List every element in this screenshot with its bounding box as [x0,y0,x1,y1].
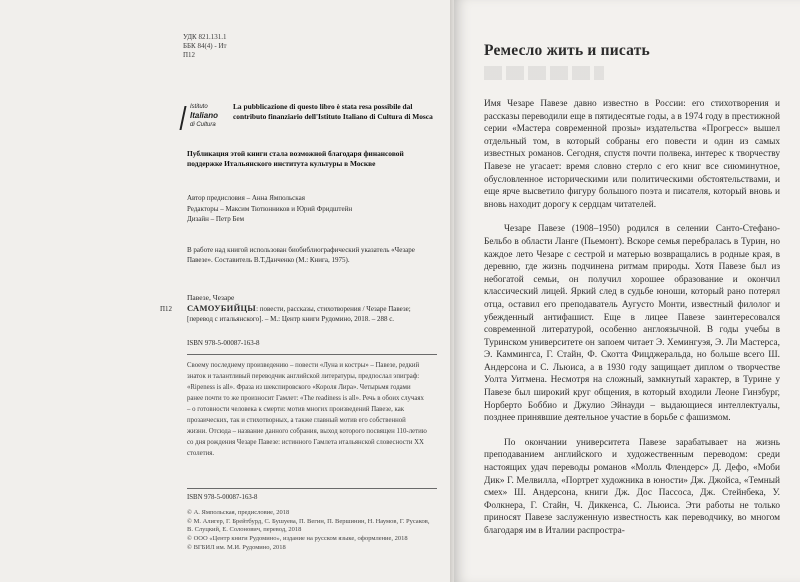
bbk-code: ББК 84(4) - Ит [183,42,227,50]
book-title: САМОУБИЙЦЫ [187,303,257,313]
paragraph-3: По окончании университета Павезе зарабатывает на жизнь преподаванием английского и художественным переводом: среди настоящих удач переводы романов «Молль Флендерс» Д. Дефо, «Моби Дик» Г. Мелвилла, «Портрет художника в юности» Дж. Джойса, «Темный смех» Ш. Андерсона, книги Дж. Дос Пассоса, Дж. Стейнбека, У. Фолкнера, Г. Стайн, Ч. Диккенса, С. Льюиса. Эти работы не только приносят Павезе заслуженную известность как переводчику, во многом благодаря им в Италии распростра- [484,437,780,536]
show-through-text [484,66,604,80]
logo-line-1: Istituto [190,104,208,110]
author-heading: Павезе, Чезаре [187,293,235,302]
catalog-codes [183,33,227,60]
copyright-library: © ВГБИЛ им. М.И. Рудомино, 2018 [187,543,286,551]
catalog-code-margin: П12 [160,305,173,313]
credit-editors: Редакторы – Максим Тютюнников и Юрий Фридштейн [187,204,353,213]
annotation: Своему последнему произведению – повести «Луна и костры» – Павезе, редкий знаток и талантливый переводчик английской литературы, предпослал эпиграф: «Ripeness is all». Фраза из шекспировского «Короля Лира». Четырьмя годами ранее почти то же произносит Гамлет: «The readiness is all». Речь в обоих случаях – о готовности человека к смерти: мотив многих произведений Павезе, как прозаических, так и стихотворных, а также главный мотив его собственной жизни. Отсюда – название данного собрания, выход которого посвящен 110-летию со дня рождения Чезаре Павезе: истинного Гамлета итальянской словесности XX столетия. [187,362,427,457]
paragraph-1: Имя Чезаре Павезе давно известно в России: его стихотворения и рассказы переводили еще в пятидесятые годы, а в 1974 году в престижной серии «Мастера современной прозы» издательства «Прогресс» вышел отдельный том, в который собраны его повести и один из самых известных романов. Сегодня, спустя почти полвека, интерес к творчеству Павезе не угасает: время словно стерло с его книг все сиюминутное, обусловленное историческими или политическими обстоятельствами, и еще ярче высветило фигуру большого поэта и писателя, который вновь и вновь находит дорогу к сердцам читателей. [484,99,780,210]
credits [187,193,352,225]
chapter-body [484,98,780,538]
copyright-publisher: © ООО «Центр книги Рудомино», издание на русском языке, оформление, 2018 [187,535,408,543]
logo-line-2: Italiano [190,111,219,120]
udk-code: УДК 821.131.1 [183,33,227,41]
logo-line-3: di Cultura [190,122,216,128]
logo-mark [179,106,186,130]
funding-note-russian: Публикация этой книги стала возможной благодаря финансовой поддержке Итальянского института культуры в Москве [187,149,404,168]
book-record [187,303,435,324]
chapter-title: Ремесло жить и писать [484,42,650,59]
author-sign: П12 [183,51,196,59]
copyright-preface: © А. Ямпольская, предисловие, 2018 [187,509,290,516]
copyright-block [187,509,437,553]
paragraph-2: Чезаре Павезе (1908–1950) родился в селении Санто-Стефано-Бельбо в области Ланге (Пьемонт). Вскоре семья перебралась в Турин, но каждое лето Чезаре с сестрой и матерью возвращались в родные края, в деревню, где жизнь подчинена ритмам природы. Хотя Павезе был из небогатой семьи, он получил хорошее образование и окончил классический лицей. Яркий след в судьбе юноши, который рано потерял отца, оставил его преподаватель Аугусто Монти, известный филолог и убежденный антифашист. Еще в лицее Павезе заинтересовался современной литературой, особенно англоязычной. В годы учебы в Туринском университете он запоем читает Э. Хемингуэя, Э. Ли Мастерса, Э. Каммингса, Г. Стайн, Ф. Скотта Фицджеральда, но больше всего Ш. Андерсона и С. Льюиса, а в 1930 году защищает диплом о творчестве Уолта Уитмена. Несмотря на сложный, замкнутый характер, в Турине у Павезе был широкий круг общения, в который входили Леоне Гинзбург, Норберто Боббио и Джулио Эйнауди – выдающиеся интеллектуалы, позднее принявшие деятельное участие в борьбе с фашизмом. [484,224,780,424]
istituto-logo [178,100,230,136]
bibliography-note: В работе над книгой использован биобиблиографический указатель «Чезаре Павезе». Составитель В.Т.Данченко (М.: Книга, 1975). [187,246,415,264]
divider-bottom [187,488,437,489]
divider-top [187,354,437,355]
isbn-record: ISBN 978-5-00087-163-8 [187,339,260,347]
credit-design: Дизайн – Петр Бем [187,215,244,223]
funding-note-italian: La pubblicazione di questo libro è stata resa possibile dal contributo finanziario dell'Istituto Italiano di Cultura di Mosca [233,102,433,121]
credit-preface: Автор предисловия – Анна Ямпольская [187,194,305,202]
book-description: : повести, рассказы, стихотворения / Чезаре Павезе; [перевод с итальянского]. – М.: Центр книги Рудомино, 2018. – 288 с. [187,305,411,323]
copyright-translation: © М. Алигер, Г. Брейтбурд, С. Бушуева, П. Вегин, П. Вершинин, Н. Наумов, Г. Русаков, В. Слуцкий, Е. Солонович, перевод, 2018 [187,517,430,534]
isbn-footer: ISBN 978-5-00087-163-8 [187,494,258,501]
